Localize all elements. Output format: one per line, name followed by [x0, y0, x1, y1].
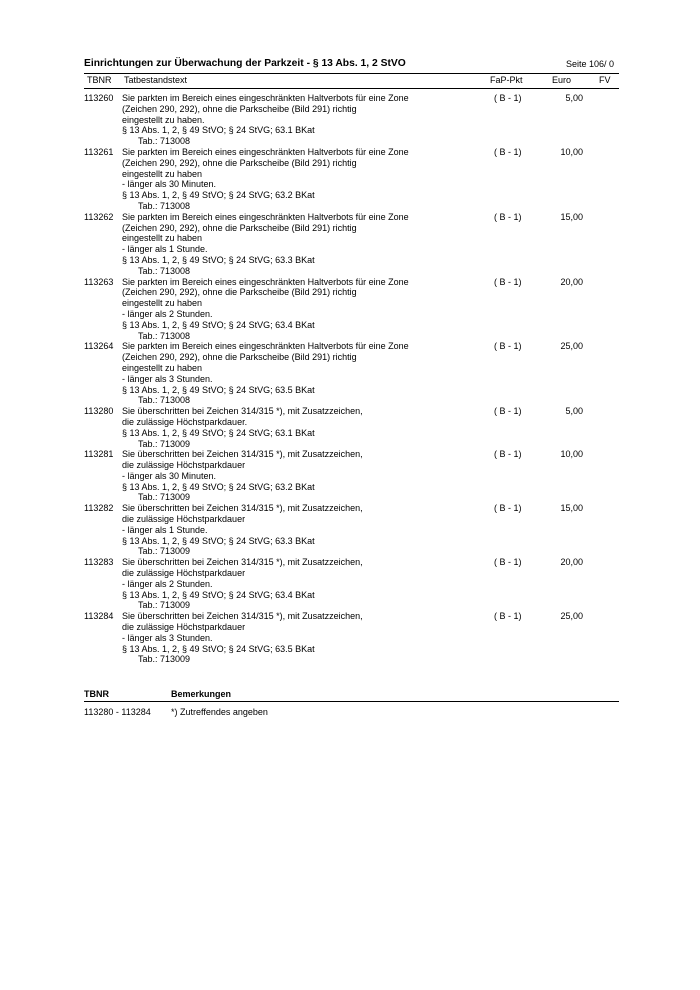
- entry-text-line: (Zeichen 290, 292), ohne die Parkscheibe (Bild 291) richtig: [122, 287, 357, 298]
- entry-fap-points: ( B - 1): [494, 146, 522, 157]
- entry-fap-points: ( B - 1): [494, 449, 522, 460]
- column-header-tbnr: TBNR: [87, 75, 112, 85]
- remarks-range: 113280 - 113284: [84, 707, 151, 717]
- entry-text-line: - länger als 3 Stunden.: [122, 373, 213, 384]
- entry-euro: 25,00: [560, 611, 583, 622]
- entry-euro: 10,00: [560, 146, 583, 157]
- entry-tbnr: 113282: [84, 503, 114, 514]
- entry-tbnr: 113284: [84, 611, 114, 622]
- entries-list: [84, 89, 619, 665]
- column-header-fv: FV: [599, 75, 611, 85]
- entry-fap-points: ( B - 1): [494, 611, 522, 622]
- entry-tbnr: 113262: [84, 211, 114, 222]
- entry-euro: 20,00: [560, 276, 583, 287]
- entry-text-line: Sie parkten im Bereich eines eingeschränkten Haltverbots für eine Zone: [122, 211, 409, 222]
- column-header-euro: Euro: [552, 75, 572, 85]
- entry-tab-reference: Tab.: 713008: [138, 136, 191, 147]
- remarks-text: *) Zutreffendes angeben: [171, 707, 268, 717]
- entry-fap-points: ( B - 1): [494, 93, 522, 103]
- table-row: [84, 212, 619, 277]
- table-row: [84, 449, 619, 503]
- entry-tab-reference: Tab.: 713009: [138, 492, 191, 503]
- entry-text-line: - länger als 1 Stunde.: [122, 244, 208, 255]
- entry-tab-reference: Tab.: 713009: [138, 600, 191, 611]
- entry-tab-reference: Tab.: 713009: [138, 654, 191, 665]
- entry-text-line: Sie parkten im Bereich eines eingeschränkten Haltverbots für eine Zone: [122, 276, 409, 287]
- entry-text-line: § 13 Abs. 1, 2, § 49 StVO; § 24 StVG; 63.2 BKat: [122, 481, 315, 492]
- entry-text-line: eingestellt zu haben: [122, 233, 203, 244]
- entry-text-line: § 13 Abs. 1, 2, § 49 StVO; § 24 StVG; 63.1 BKat: [122, 125, 315, 136]
- entry-euro: 25,00: [560, 341, 583, 352]
- remarks-section: [84, 689, 619, 721]
- entry-euro: 15,00: [560, 503, 583, 514]
- entry-text-line: Sie überschritten bei Zeichen 314/315 *), mit Zusatzzeichen,: [122, 611, 363, 622]
- entry-text-line: § 13 Abs. 1, 2, § 49 StVO; § 24 StVG; 63.3 BKat: [122, 535, 315, 546]
- title-row: [84, 56, 619, 73]
- entry-text-line: Sie parkten im Bereich eines eingeschränkten Haltverbots für eine Zone: [122, 93, 409, 103]
- entry-text-line: § 13 Abs. 1, 2, § 49 StVO; § 24 StVG; 63.1 BKat: [122, 427, 315, 438]
- entry-euro: 10,00: [560, 449, 583, 460]
- entry-text: [122, 277, 462, 342]
- entry-tbnr: 113263: [84, 276, 114, 287]
- table-row: [84, 557, 619, 611]
- entry-text-line: Sie überschritten bei Zeichen 314/315 *), mit Zusatzzeichen,: [122, 557, 363, 568]
- table-row: [84, 93, 619, 147]
- column-header-fap: FaP-Pkt: [490, 75, 523, 85]
- entry-text-line: - länger als 2 Stunden.: [122, 308, 213, 319]
- entry-fap-points: ( B - 1): [494, 341, 522, 352]
- table-row: [84, 341, 619, 406]
- table-row: [84, 503, 619, 557]
- entry-tbnr: 113261: [84, 146, 114, 157]
- entry-text-line: eingestellt zu haben.: [122, 114, 205, 125]
- entry-text-line: (Zeichen 290, 292), ohne die Parkscheibe (Bild 291) richtig: [122, 352, 357, 363]
- entry-text-line: die zulässige Höchstparkdauer: [122, 514, 246, 525]
- remarks-row: [84, 707, 619, 721]
- entry-tab-reference: Tab.: 713008: [138, 200, 191, 211]
- entry-text: [122, 557, 462, 611]
- entry-text-line: die zulässige Höchstparkdauer: [122, 460, 246, 471]
- entry-text-line: eingestellt zu haben: [122, 168, 203, 179]
- entry-text: [122, 212, 462, 277]
- entry-fap-points: ( B - 1): [494, 406, 522, 417]
- entry-text: [122, 611, 462, 665]
- table-row: [84, 277, 619, 342]
- entry-tab-reference: Tab.: 713008: [138, 395, 191, 406]
- entry-tab-reference: Tab.: 713008: [138, 265, 191, 276]
- entry-text: [122, 406, 462, 449]
- entry-tbnr: 113281: [84, 449, 114, 460]
- entry-euro: 5,00: [565, 406, 583, 417]
- entry-text-line: (Zeichen 290, 292), ohne die Parkscheibe (Bild 291) richtig: [122, 157, 357, 168]
- table-row: [84, 611, 619, 665]
- entry-text-line: Sie überschritten bei Zeichen 314/315 *), mit Zusatzzeichen,: [122, 406, 363, 417]
- entry-tbnr: 113283: [84, 557, 114, 568]
- entry-text-line: § 13 Abs. 1, 2, § 49 StVO; § 24 StVG; 63.2 BKat: [122, 190, 315, 201]
- entry-text-line: die zulässige Höchstparkdauer.: [122, 416, 248, 427]
- remarks-header: [84, 689, 619, 702]
- entry-euro: 20,00: [560, 557, 583, 568]
- entry-text-line: - länger als 30 Minuten.: [122, 179, 217, 190]
- table-row: [84, 147, 619, 212]
- entry-text-line: eingestellt zu haben: [122, 362, 203, 373]
- entry-text-line: Sie überschritten bei Zeichen 314/315 *), mit Zusatzzeichen,: [122, 449, 363, 460]
- entry-text-line: § 13 Abs. 1, 2, § 49 StVO; § 24 StVG; 63.3 BKat: [122, 254, 315, 265]
- entry-text-line: die zulässige Höchstparkdauer: [122, 622, 246, 633]
- remarks-header-text: Bemerkungen: [171, 689, 232, 699]
- entry-text-line: § 13 Abs. 1, 2, § 49 StVO; § 24 StVG; 63.5 BKat: [122, 384, 315, 395]
- entry-text-line: § 13 Abs. 1, 2, § 49 StVO; § 24 StVG; 63.4 BKat: [122, 589, 315, 600]
- entry-text-line: die zulässige Höchstparkdauer: [122, 568, 246, 579]
- entry-euro: 15,00: [560, 211, 583, 222]
- entry-text-line: eingestellt zu haben: [122, 298, 203, 309]
- entry-text-line: Sie parkten im Bereich eines eingeschränkten Haltverbots für eine Zone: [122, 146, 409, 157]
- entry-text: [122, 147, 462, 212]
- entry-fap-points: ( B - 1): [494, 211, 522, 222]
- entry-text: [122, 93, 462, 147]
- entry-text-line: Sie parkten im Bereich eines eingeschränkten Haltverbots für eine Zone: [122, 341, 409, 352]
- entry-tab-reference: Tab.: 713008: [138, 330, 191, 341]
- entry-text: [122, 341, 462, 406]
- entry-fap-points: ( B - 1): [494, 276, 522, 287]
- entry-text: [122, 449, 462, 503]
- entry-tbnr: 113260: [84, 93, 114, 103]
- page-number: Seite 106/ 0: [565, 59, 614, 69]
- entry-tab-reference: Tab.: 713009: [138, 438, 191, 449]
- page-title: Einrichtungen zur Überwachung der Parkzeit - § 13 Abs. 1, 2 StVO: [84, 58, 406, 69]
- entry-tab-reference: Tab.: 713009: [138, 546, 191, 557]
- entry-fap-points: ( B - 1): [494, 557, 522, 568]
- column-header-text: Tatbestandstext: [124, 75, 188, 85]
- entry-text-line: - länger als 30 Minuten.: [122, 470, 217, 481]
- entry-euro: 5,00: [565, 93, 583, 103]
- entry-fap-points: ( B - 1): [494, 503, 522, 514]
- entry-text-line: Sie überschritten bei Zeichen 314/315 *), mit Zusatzzeichen,: [122, 503, 363, 514]
- entry-text-line: - länger als 3 Stunden.: [122, 632, 213, 643]
- entry-text-line: § 13 Abs. 1, 2, § 49 StVO; § 24 StVG; 63.5 BKat: [122, 643, 315, 654]
- table-header: [84, 73, 619, 89]
- entry-tbnr: 113280: [84, 406, 114, 417]
- entry-tbnr: 113264: [84, 341, 114, 352]
- entry-text: [122, 503, 462, 557]
- entry-text-line: (Zeichen 290, 292), ohne die Parkscheibe (Bild 291) richtig: [122, 222, 357, 233]
- document-page: [84, 56, 619, 665]
- entry-text-line: § 13 Abs. 1, 2, § 49 StVO; § 24 StVG; 63.4 BKat: [122, 319, 315, 330]
- table-row: [84, 406, 619, 449]
- entry-text-line: - länger als 1 Stunde.: [122, 524, 208, 535]
- entry-text-line: (Zeichen 290, 292), ohne die Parkscheibe (Bild 291) richtig: [122, 103, 357, 114]
- entry-text-line: - länger als 2 Stunden.: [122, 578, 213, 589]
- remarks-header-tbnr: TBNR: [84, 689, 109, 699]
